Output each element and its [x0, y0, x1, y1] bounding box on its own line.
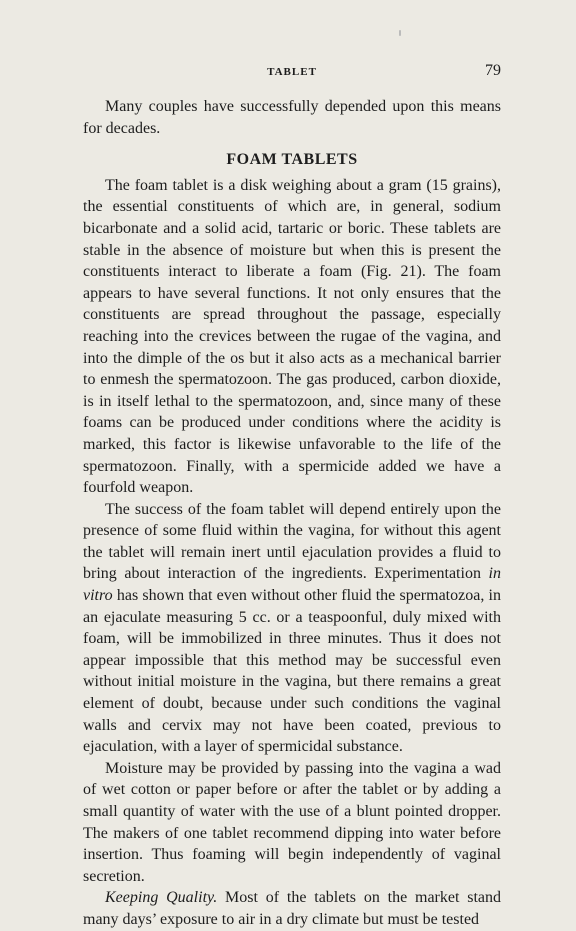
running-head: TABLET: [267, 66, 317, 78]
paragraph-success-text-b: has shown that even without other fluid the spermatozoa, in an ejaculate measuring 5 cc. or a teaspoonful, duly mixed with foam, will be immobilized in three minutes. Thus it does not appear impossible that this method may be successful even without initial moisture in the vagina, but there remains a great element of doubt, because under such conditions the vaginal walls and cervix may not have been coated, previous to ejaculation, with a layer of spermicidal substance.: [83, 587, 501, 756]
paragraph-success: [83, 499, 501, 758]
paragraph-moisture: Moisture may be provided by passing into the vagina a wad of wet cotton or paper before or after the tablet or by adding a small quantity of water with the use of a blunt pointed dropper. The makers of one tablet recommend dipping into water before insertion. Thus foaming will begin independently of vaginal secretion.: [83, 759, 501, 885]
intro-paragraph: Many couples have successfully depended upon this means for decades.: [83, 98, 501, 137]
paragraph-success-text-a: The success of the foam tablet will depend entirely upon the presence of some fluid within the vagina, for without this agent the tablet will remain inert until ejaculation provides a fluid to bring about interaction of the ingredients. Experimentation: [83, 500, 501, 583]
paragraph-keeping-quality: [83, 887, 501, 930]
body-text: [83, 96, 501, 931]
keeping-quality-text: Most of the tablets on the market stand many days’ exposure to air in a dry climate but must be tested: [83, 889, 502, 928]
section-heading: FOAM TABLETS: [226, 151, 358, 169]
page-header: [83, 62, 501, 84]
paragraph-foam-tablet: The foam tablet is a disk weighing about a gram (15 grains), the essential constituents of which are, in general, sodium bicarbonate and a solid acid, tartaric or boric. These tablets are stable in the absence of moisture but when this is present the constituents interact to liberate a foam (Fig. 21). The foam appears to have several functions. It not only ensures that the constituents are spread throughout the passage, especially reaching into the crevices between the rugae of the vagina, and into the dimple of the os but it also acts as a mechanical barrier to enmesh the spermatozoon. The gas produced, carbon dioxide, is in itself lethal to the spermatozoon, and, since many of these foams can be produced under conditions where the acidity is marked, this factor is likewise unfavorable to the life of the spermatozoon. Finally, with a spermicide added we have a fourfold weapon.: [83, 176, 501, 497]
keeping-quality-heading: Keeping Quality.: [105, 889, 218, 907]
page-number: 79: [485, 62, 501, 79]
in-vitro-term: in vitro: [83, 565, 501, 605]
paper-speck: [399, 30, 401, 36]
